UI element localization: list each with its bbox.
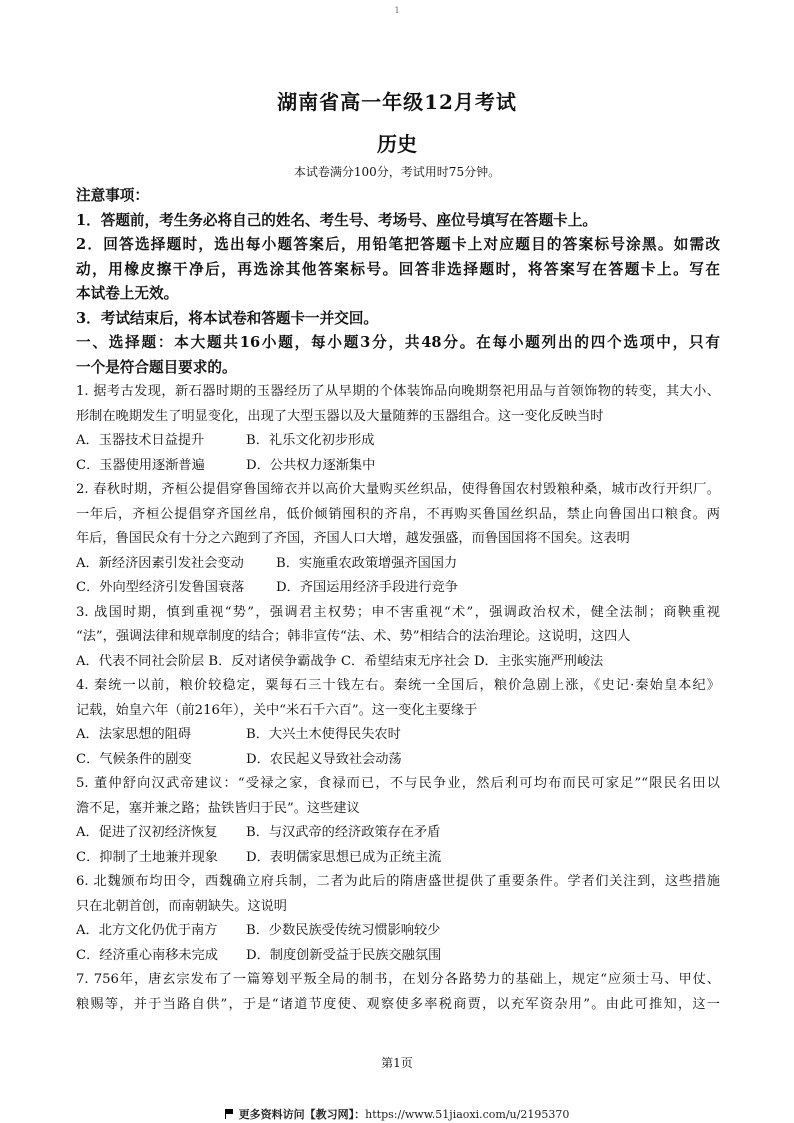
exam-meta: 本试卷满分100分，考试用时75分钟。 <box>293 165 501 179</box>
option-b: B．与汉武帝的经济政策存在矛盾 <box>246 825 441 840</box>
question-3-stem-cont: “法”，强调法律和规章制度的结合；韩非宣传“法、术、势”相结合的法治理论。这说明，这四人 <box>76 629 631 644</box>
question-6-options-cd <box>76 944 720 969</box>
notice-item-1: 1．答题前，考生务必将自己的姓名、考生号、考场号、座位号填写在答题卡上。 <box>76 211 597 229</box>
question-3-stem: 3. 战国时期，慎到重视“势”，强调君主权势；申不害重视“术”，强调政治权术，健全法制；商鞅重视 <box>76 604 720 620</box>
question-5-options-ab <box>76 821 720 846</box>
page-number: 第1页 <box>381 1056 413 1070</box>
footer-link-label: 更多资料访问【教习网】： <box>238 1108 366 1121</box>
option-a: A．新经济因素引发社会变动 <box>76 555 244 571</box>
option-b: B．少数民族受传统习惯影响较少 <box>246 923 441 938</box>
footer-link-url[interactable]: https://www.51jiaoxi.com/u/2195370 <box>365 1108 570 1121</box>
question-4-stem: 4. 秦统一以前，粮价较稳定，粟每石三十钱左右。秦统一全国后，粮价急剧上涨，《史记·秦始皇本纪》 <box>76 678 720 693</box>
section-heading-cont: 一个是符合题目要求的。 <box>76 358 237 376</box>
option-d: D．农民起义导致社会动荡 <box>246 751 402 767</box>
option-d: D．制度创新受益于民族交融氛围 <box>246 947 442 963</box>
question-6-stem-cont: 只在北朝首创，而南朝缺失。这说明 <box>76 898 287 914</box>
question-6-stem: 6. 北魏颁布均田令，西魏确立府兵制，二者为此后的隋唐盛世提供了重要条件。学者们关注到，这些措施 <box>76 874 720 889</box>
question-7-stem: 7. 756年，唐玄宗发布了一篇筹划平叛全局的制书，在划分各路势力的基础上，规定“应须士马、甲仗、 <box>76 972 720 987</box>
option-a: A．北方文化仍优于南方 <box>76 923 218 938</box>
question-2-options-ab <box>76 552 720 577</box>
question-5-stem-cont: 澹不足，塞并兼之路；盐铁皆归于民”。这些建议 <box>76 800 360 816</box>
question-1-options-cd <box>76 454 720 479</box>
notice-item-2: 2．回答选择题时，选出每小题答案后，用铅笔把答题卡上对应题目的答案标号涂黑。如需改 <box>76 236 720 253</box>
option-c: C．气候条件的剧变 <box>76 751 192 767</box>
option-d: D．公共权力逐渐集中 <box>246 457 376 473</box>
notice-item-2-end: 本试卷上无效。 <box>76 285 179 302</box>
question-2-options-cd <box>76 576 720 601</box>
option-c: C．抑制了土地兼并现象 <box>76 849 218 865</box>
notice-item-2-cont: 动，用橡皮擦干净后，再选涂其他答案标号。回答非选择题时，将答案写在答题卡上。写在 <box>76 260 720 278</box>
question-5-stem: 5. 董仲舒向汉武帝建议：“受禄之家，食禄而已，不与民争业，然后利可均布而民可家足”“限民名田以 <box>76 776 720 791</box>
question-2-stem-end: 年后，鲁国民众有十分之六跑到了齐国，齐国人口大增，越发强盛，而鲁国国将不国矣。这表明 <box>76 531 630 546</box>
option-b: B．大兴土木使得民失农时 <box>246 727 401 742</box>
notice-item-3: 3．考试结束后，将本试卷和答题卡一并交回。 <box>76 309 379 327</box>
question-7-stem-cont: 粮赐等，并于当路自供”，于是“诸道节度使、观察使多率税商贾，以充军资杂用”。由此可推知，这一 <box>76 996 720 1012</box>
exam-subject: 历史 <box>377 132 417 156</box>
option-a: A．促进了汉初经济恢复 <box>76 825 218 840</box>
question-3-options: A．代表不同社会阶层 B．反对诸侯争霸战争 C．希望结束无序社会 D．主张实施严刑峻法 <box>76 653 604 669</box>
exam-title: 湖南省高一年级12月考试 <box>277 90 517 114</box>
page-top-mark: 1 <box>394 6 400 15</box>
question-5-options-cd <box>76 846 720 871</box>
option-c: C．玉器使用逐渐普遍 <box>76 457 205 473</box>
option-b: B．礼乐文化初步形成 <box>246 433 375 448</box>
flag-icon <box>225 1109 235 1119</box>
question-4-options-ab <box>76 723 720 748</box>
option-c: C．外向型经济引发鲁国衰落 <box>76 580 245 595</box>
section-heading: 一、选择题：本大题共16小题，每小题3分，共48分。在每小题列出的四个选项中，只有 <box>76 334 720 351</box>
question-1-stem-cont: 形制在晚期发生了明显变化，出现了大型玉器以及大量随葬的玉器组合。这一变化反映当时 <box>76 408 604 424</box>
question-4-options-cd <box>76 748 720 773</box>
option-b: B．实施重农政策增强齐国国力 <box>276 555 458 571</box>
option-a: A．法家思想的阻碍 <box>76 727 192 742</box>
question-1-stem: 1. 据考古发现，新石器时期的玉器经历了从早期的个体装饰品向晚期祭祀用品与首领饰物的转变，其大小、 <box>76 384 720 399</box>
notice-heading: 注意事项： <box>76 187 149 204</box>
question-2-stem-cont: 一年后，齐桓公提倡穿齐国丝帛，低价倾销囤积的齐帛，不再购买鲁国丝织品，禁止向鲁国出口粮食。两 <box>76 506 720 522</box>
question-4-stem-cont: 记载，始皇六年（前216年），关中“米石千六百”。这一变化主要缘于 <box>76 702 478 718</box>
question-2-stem: 2. 春秋时期，齐桓公提倡穿鲁国缔衣并以高价大量购买丝织品，使得鲁国农村毁粮种桑，城市改行开织厂。 <box>76 482 720 497</box>
option-d: D．齐国运用经济手段进行竞争 <box>276 580 459 595</box>
option-a: A．玉器技术日益提升 <box>76 433 205 448</box>
exam-content <box>76 184 720 1017</box>
footer-link[interactable] <box>0 1106 794 1122</box>
option-d: D．表明儒家思想已成为正统主流 <box>246 849 442 865</box>
question-6-options-ab <box>76 919 720 944</box>
question-1-options-ab <box>76 429 720 454</box>
option-c: C．经济重心南移未完成 <box>76 947 218 963</box>
